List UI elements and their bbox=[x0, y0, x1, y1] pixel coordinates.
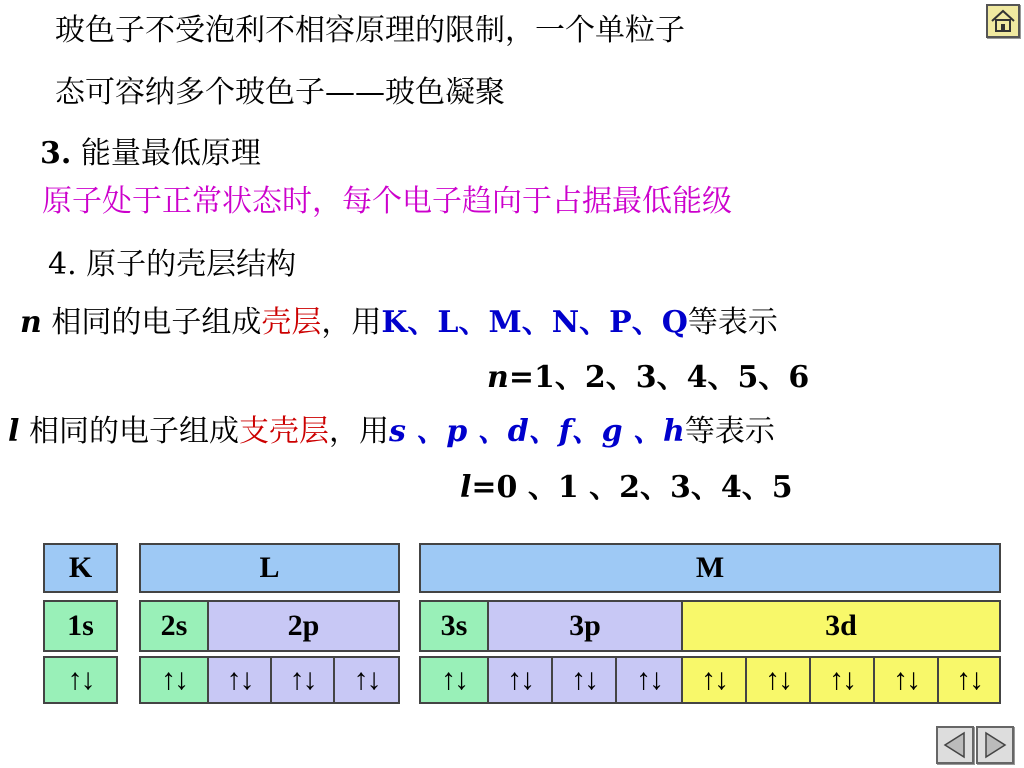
orbital-3d-4: ↑↓ bbox=[873, 656, 939, 704]
n-letters: K、L、M、N、P、Q bbox=[381, 305, 688, 340]
l-text-3: 等表示 bbox=[684, 414, 775, 449]
section-4-heading bbox=[48, 247, 296, 283]
n-text-3: 等表示 bbox=[687, 305, 778, 340]
next-slide-button[interactable] bbox=[976, 726, 1014, 764]
orbital-2p-2: ↑↓ bbox=[270, 656, 335, 704]
bose-line-2: 态可容纳多个玻色子——玻色凝聚 bbox=[55, 75, 505, 110]
section-4-title: 原子的壳层结构 bbox=[86, 247, 297, 282]
l-eq-values: =0 、1 、2、3、4、5 bbox=[471, 470, 793, 505]
n-text-1: 相同的电子组成 bbox=[51, 305, 262, 340]
section-4-number: 4. bbox=[48, 247, 77, 282]
n-eq-variable: n bbox=[487, 360, 509, 395]
subshell-3p: 3p bbox=[487, 600, 683, 652]
orbital-3d-2: ↑↓ bbox=[745, 656, 811, 704]
subshell-3d: 3d bbox=[681, 600, 1001, 652]
l-subshell-line bbox=[8, 414, 775, 450]
triangle-right-icon bbox=[978, 728, 1012, 762]
subshell-2s: 2s bbox=[139, 600, 209, 652]
triangle-left-icon bbox=[938, 728, 972, 762]
orbital-3d-1: ↑↓ bbox=[681, 656, 747, 704]
orbital-3d-5: ↑↓ bbox=[937, 656, 1001, 704]
section-3-body: 原子处于正常状态时，每个电子趋向于占据最低能级 bbox=[42, 184, 732, 219]
subshell-3s: 3s bbox=[419, 600, 489, 652]
l-text-1: 相同的电子组成 bbox=[28, 414, 239, 449]
orbital-3s: ↑↓ bbox=[419, 656, 489, 704]
orbital-3p-2: ↑↓ bbox=[551, 656, 617, 704]
orbital-3d-3: ↑↓ bbox=[809, 656, 875, 704]
l-letters: s 、p 、d、f、g 、h bbox=[388, 414, 685, 449]
n-values bbox=[487, 360, 809, 396]
n-variable: n bbox=[20, 305, 42, 340]
l-values bbox=[460, 470, 793, 506]
home-icon bbox=[988, 6, 1018, 36]
orbital-2p-1: ↑↓ bbox=[207, 656, 272, 704]
orbital-3p-3: ↑↓ bbox=[615, 656, 683, 704]
orbital-2s: ↑↓ bbox=[139, 656, 209, 704]
l-text-2: ，用 bbox=[328, 414, 389, 449]
l-eq-variable: l bbox=[460, 470, 472, 505]
section-3-number: 3. bbox=[40, 136, 72, 171]
l-highlight: 支壳层 bbox=[238, 414, 329, 449]
subshell-2p: 2p bbox=[207, 600, 400, 652]
shell-m: M bbox=[419, 543, 1001, 593]
shell-k: K bbox=[43, 543, 118, 593]
n-eq-values: =1、2、3、4、5、6 bbox=[508, 360, 810, 395]
l-variable: l bbox=[8, 414, 20, 449]
shell-l: L bbox=[139, 543, 400, 593]
section-3-heading bbox=[40, 136, 261, 172]
bose-line-1: 玻色子不受泡利不相容原理的限制，一个单粒子 bbox=[55, 13, 685, 48]
orbital-2p-3: ↑↓ bbox=[333, 656, 400, 704]
home-button[interactable] bbox=[986, 4, 1020, 38]
orbital-3p-1: ↑↓ bbox=[487, 656, 553, 704]
n-text-2: ，用 bbox=[321, 305, 382, 340]
prev-slide-button[interactable] bbox=[936, 726, 974, 764]
orbital-1s: ↑↓ bbox=[43, 656, 118, 704]
n-highlight: 壳层 bbox=[261, 305, 322, 340]
n-shell-line bbox=[20, 305, 778, 341]
subshell-1s: 1s bbox=[43, 600, 118, 652]
section-3-title: 能量最低原理 bbox=[80, 136, 261, 171]
